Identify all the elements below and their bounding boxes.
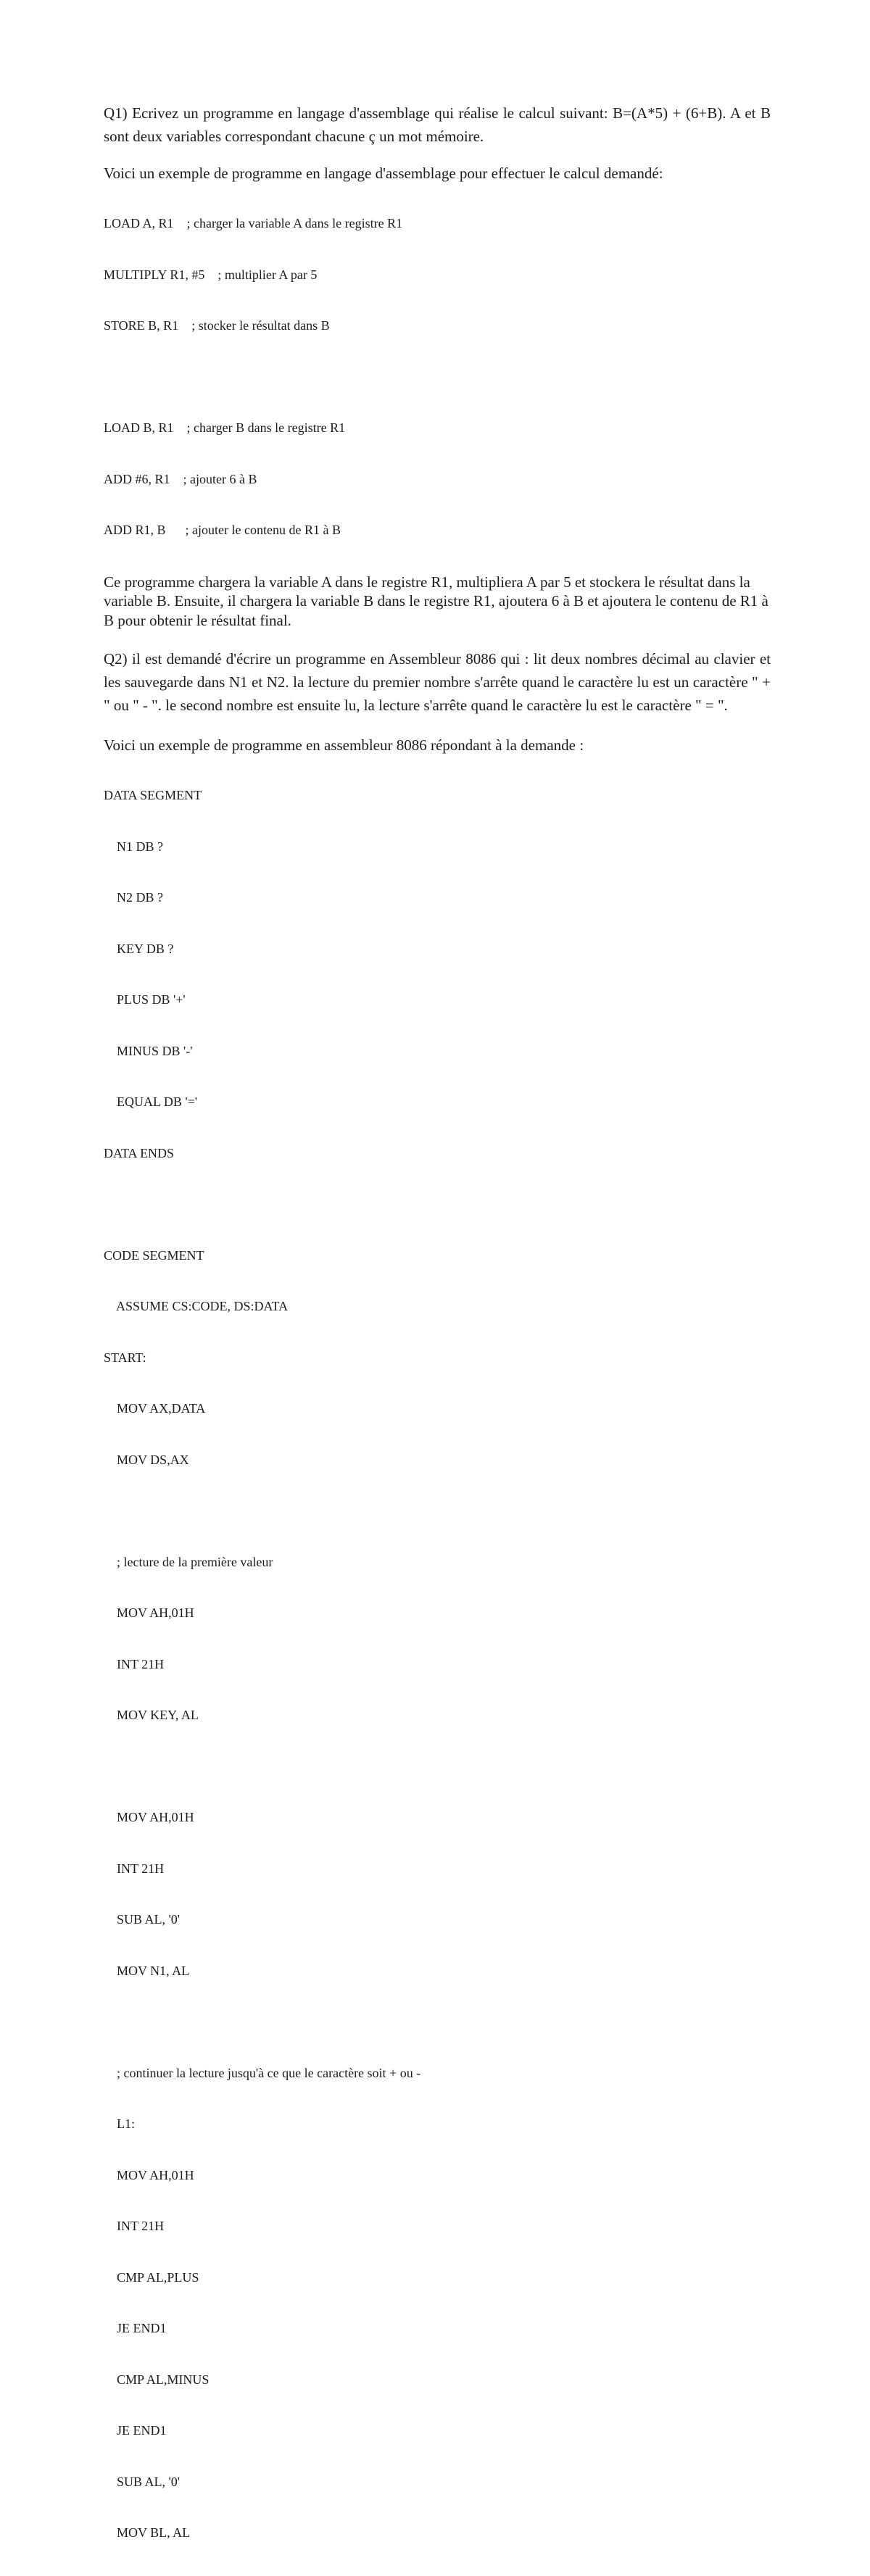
code-line: DATA ENDS	[104, 1145, 175, 1160]
q2-intro: Voici un exemple de programme en assembleur 8086 répondant à la demande :	[104, 736, 584, 754]
code-line: MULTIPLY R1, #5 ; multiplier A par 5	[104, 267, 318, 282]
code-line: JE END1	[104, 2321, 167, 2335]
code-line: START:	[104, 1350, 146, 1365]
document-page	[104, 101, 771, 2576]
code-line: SUB AL, '0'	[104, 1912, 181, 1927]
code-line: ADD R1, B ; ajouter le contenu de R1 à B	[104, 523, 341, 537]
code-line: N1 DB ?	[104, 839, 163, 854]
code-line: LOAD B, R1 ; charger B dans le registre R1	[104, 420, 346, 435]
code-line	[104, 2014, 771, 2031]
code-line: ; lecture de la première valeur	[104, 1554, 273, 1569]
code-line	[104, 1196, 771, 1213]
code-line: CODE SEGMENT	[104, 1247, 204, 1263]
q2-question: Q2) il est demandé d'écrire un programme en Assembleur 8086 qui : lit deux nombres décimal au clavier et les sauvegarde dans N1 et N2. la lecture du premier nombre s'arrête quand le caractère lu est un caractère " + " ou " - ". le second nombre est ensuite lu, la lecture s'arrête quand le caractère lu est le caractère " = ".	[104, 650, 771, 714]
q1-explanation: Ce programme chargera la variable A dans le registre R1, multipliera A par 5 et stockera le résultat dans la variable B. Ensuite, il chargera la variable B dans le registre R1, ajoutera 6 à B et ajoutera le contenu de R1 à B pour obtenir le résultat final.	[104, 573, 768, 629]
code-line: MOV KEY, AL	[104, 1708, 199, 1722]
code-line: MOV AX,DATA	[104, 1401, 206, 1416]
code-line: CMP AL,MINUS	[104, 2372, 210, 2387]
code-line: N2 DB ?	[104, 890, 163, 905]
code-line: EQUAL DB '='	[104, 1094, 197, 1109]
code-line: PLUS DB '+'	[104, 992, 186, 1007]
code-line: INT 21H	[104, 2219, 165, 2233]
code-line: MINUS DB '-'	[104, 1043, 193, 1058]
code-line: JE END1	[104, 2423, 167, 2438]
q1-code-block	[104, 181, 771, 573]
code-line: MOV AH,01H	[104, 1605, 194, 1620]
code-line: MOV AH,01H	[104, 1810, 194, 1824]
code-line: INT 21H	[104, 1861, 165, 1876]
code-line: KEY DB ?	[104, 941, 174, 956]
code-line	[104, 1758, 771, 1776]
code-line: MOV N1, AL	[104, 1963, 190, 1978]
code-line: SUB AL, '0'	[104, 2474, 181, 2489]
code-line: L1:	[104, 2116, 135, 2131]
q1-intro: Voici un exemple de programme en langage d'assemblage pour effectuer le calcul demandé:	[104, 165, 663, 182]
code-line: DATA SEGMENT	[104, 788, 202, 802]
code-line: LOAD A, R1 ; charger la variable A dans le registre R1	[104, 216, 403, 230]
code-line: ADD #6, R1 ; ajouter 6 à B	[104, 471, 257, 486]
code-line: INT 21H	[104, 1656, 165, 1671]
code-line: MOV DS,AX	[104, 1452, 189, 1467]
q1-question: Q1) Ecrivez un programme en langage d'assemblage qui réalise le calcul suivant: B=(A*5) + (6+B). A et B sont deux variables correspondant chacune ç un mot mémoire.	[104, 104, 771, 145]
code-line: MOV BL, AL	[104, 2525, 191, 2540]
q2-code-block	[104, 753, 771, 2576]
code-line: STORE B, R1 ; stocker le résultat dans B	[104, 318, 330, 333]
code-line: ; continuer la lecture jusqu'à ce que le caractère soit + ou -	[104, 2065, 421, 2080]
code-line: ASSUME CS:CODE, DS:DATA	[104, 1299, 289, 1313]
code-line: MOV AH,01H	[104, 2167, 194, 2182]
code-line: CMP AL,PLUS	[104, 2269, 199, 2285]
code-line	[104, 1503, 771, 1520]
code-line	[104, 369, 771, 386]
